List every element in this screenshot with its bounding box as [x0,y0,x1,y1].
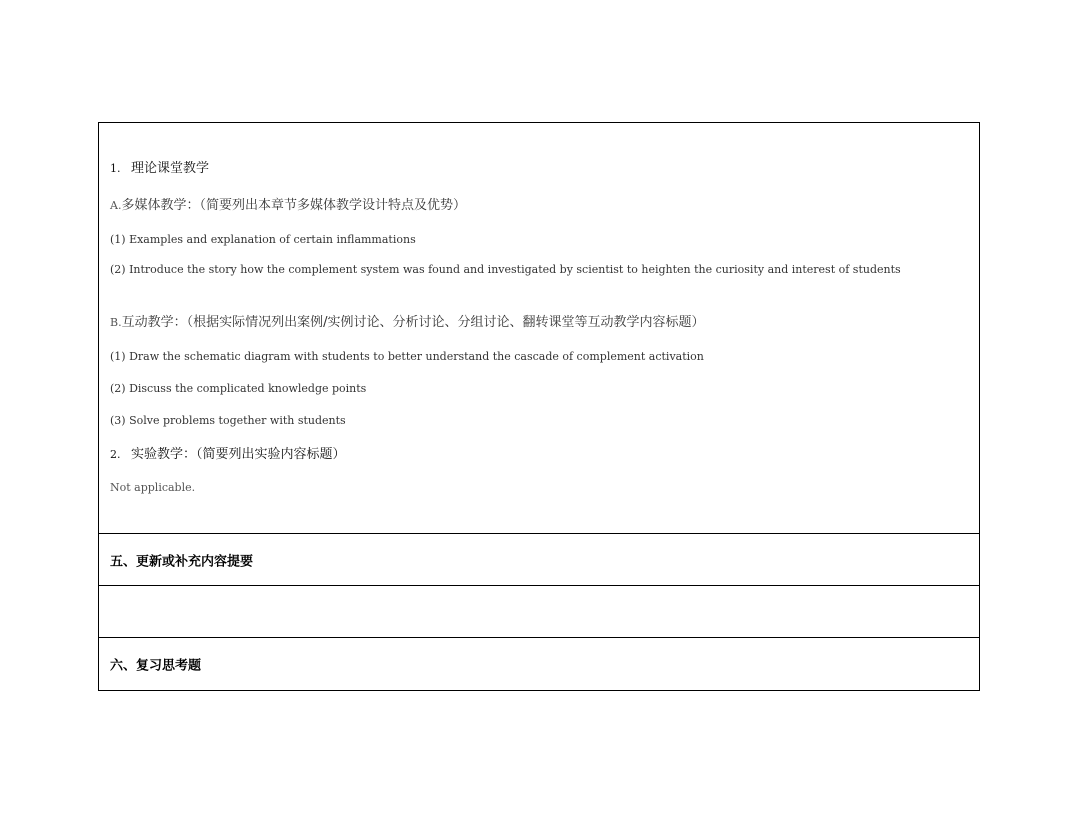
section-5-header [99,534,979,586]
multimedia-teaching-label: A.多媒体教学：（简要列出本章节多媒体教学设计特点及优势） [110,198,466,213]
heading-number: 2. [110,448,121,461]
interactive-item-1: (1) Draw the schematic diagram with students to better understand the cascade of complement activation [110,350,704,363]
interactive-teaching-label: B.互动教学：（根据实际情况列出案例/实例讨论、分析讨论、分组讨论、翻转课堂等互动教学内容标题） [110,315,705,330]
section-6-title: 六、复习思考题 [110,658,202,674]
teaching-method-cell [99,123,979,534]
heading-text: 实验教学：（简要列出实验内容标题） [131,447,346,462]
interactive-item-3: (3) Solve problems together with students [110,414,346,427]
lesson-plan-table [98,122,980,691]
interactive-item-2: (2) Discuss the complicated knowledge points [110,382,367,395]
section-5-content [99,586,979,638]
theory-teaching-heading [110,159,929,178]
multimedia-item-1: (1) Examples and explanation of certain inflammations [110,233,416,246]
lab-teaching-heading [110,445,929,464]
section-6-header [99,638,979,690]
heading-number: 1. [110,162,121,175]
heading-text: 理论课堂教学 [131,161,210,176]
section-5-title: 五、更新或补充内容提要 [110,554,254,569]
lab-teaching-value: Not applicable. [110,481,196,494]
multimedia-item-2: (2) Introduce the story how the complement system was found and investigated by scientist to heighten the curiosity and interest of students [110,263,901,276]
